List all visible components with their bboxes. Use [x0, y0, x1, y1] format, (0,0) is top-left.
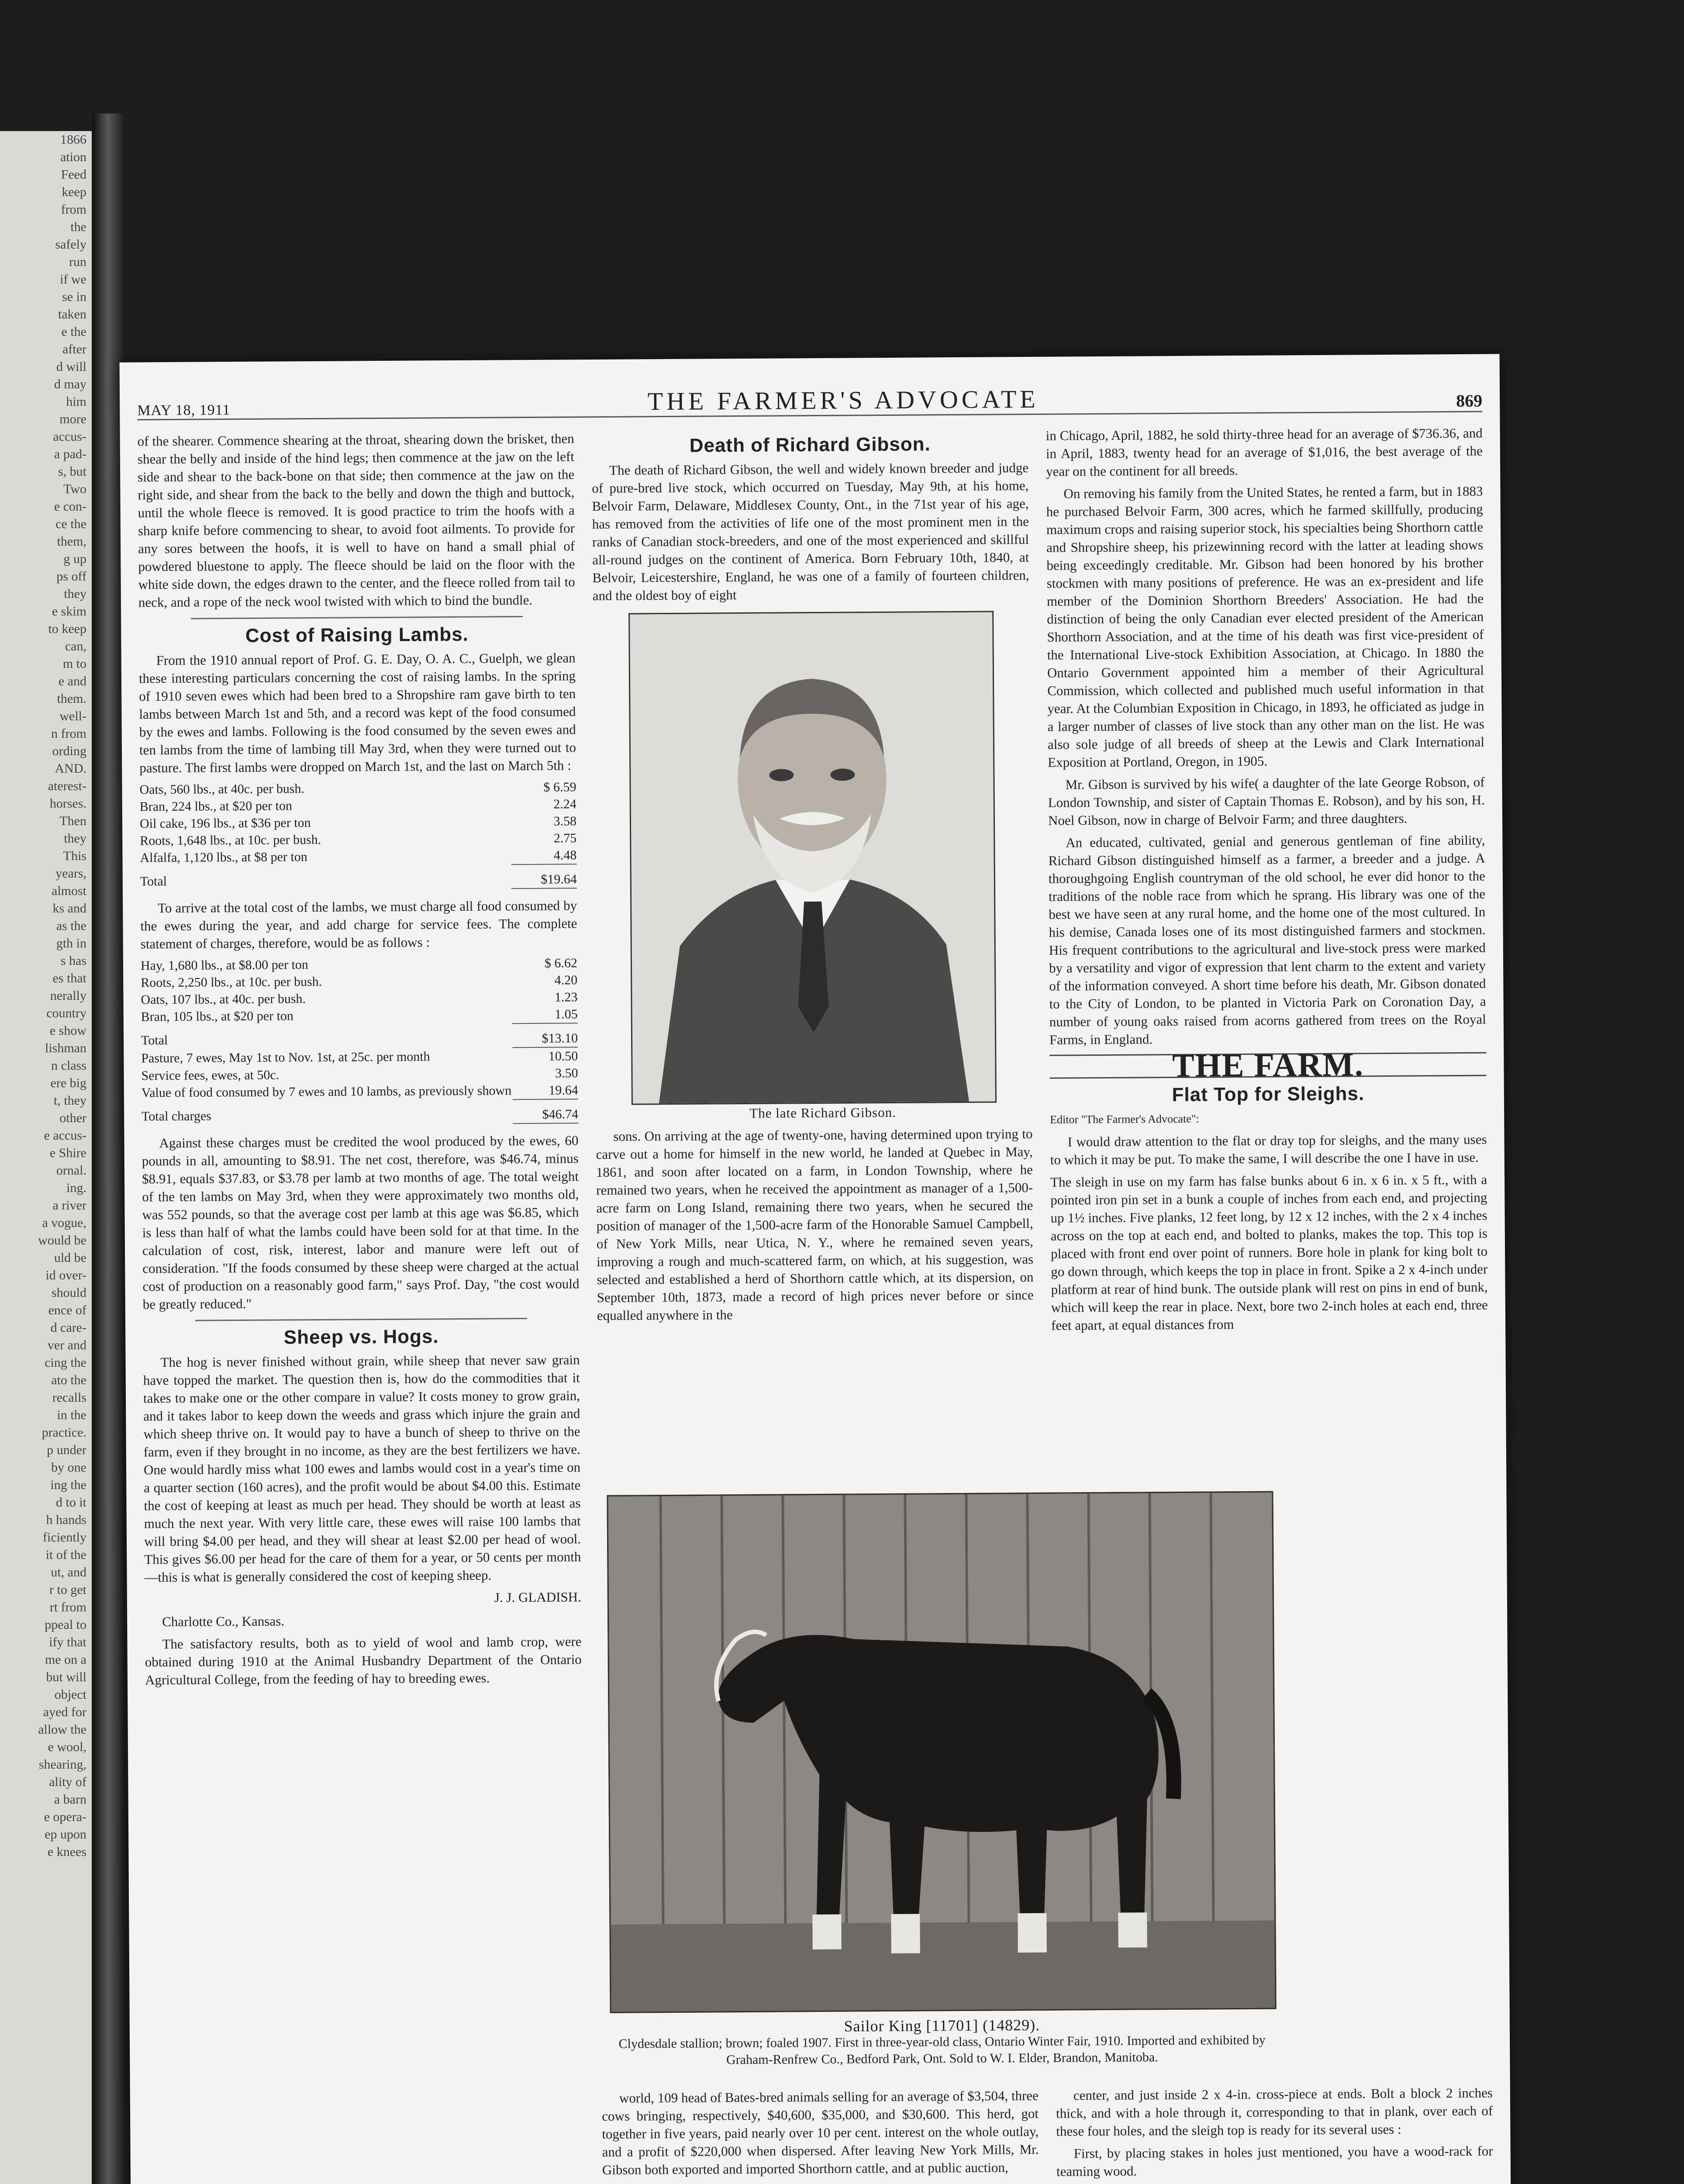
- gibson-paragraph-2: sons. On arriving at the age of twenty-one, having determined upon trying to carve out a home for himself in the new world, he landed at Quebec in May, 1861, and soon after located on a farm, in London Township, where he remained two years, when he received the appointment as manager of a 1,500-acre farm on Long Island, remaining there two years, when he secured the position of manager of the 1,500-acre farm of the Honorable Samuel Campbell, of New York Mills, near Utica, N. Y., where he remained seven years, improving a rough and much-scattered farm, on which, at his suggestion, was selected and established a herd of Shorthorn cattle which, at its dispersion, on September 10th, 1873, made a record of high prices never before or since equalled anywhere in the: [596, 1126, 1034, 1324]
- fragment-line: safely: [55, 237, 86, 252]
- lambs-paragraph-3: Against these charges must be credited the wool produced by the ewes, 60 pounds in all, amounting to $8.91. The net cost, therefore, was $46.74, minus $8.91, equals $37.83, or $3.78 per lamb at two months of age. The total weight of the ten lambs on May 3rd, when they were approximately two months old, was 552 pounds, so that the average cost per lamb at this age was $6.85, which is less than half of what the lambs could have been sold for at that time. In the calculation of cost, risk, interest, labor and manure were left out of consideration. "If the foods consumed by these sheep were charged at the actual cost of production on a reasonably good farm," says Prof. Day, "the cost would be greatly reduced.": [141, 1133, 580, 1312]
- sleigh-paragraph-4: First, by placing stakes in holes just mentioned, you have a wood-rack for teaming wood.: [1056, 2143, 1493, 2179]
- fragment-line: taken: [58, 307, 86, 321]
- fragment-line: by one: [51, 1460, 86, 1475]
- horse-caption: Clydesdale stallion; brown; foaled 1907. First in three-year-old class, Ontario Winter Fair, 1910. Imported and exhibited by Graham-Renfrew Co., Bedford Park, Ont. Sold to W. I. Elder, Brandon, Manitoba.: [618, 2032, 1266, 2067]
- fragment-line: es that: [52, 971, 86, 985]
- cost-amount: 3.58: [553, 814, 577, 829]
- fragment-line: ify that: [49, 1635, 86, 1649]
- fragment-line: ality of: [49, 1775, 86, 1789]
- fragment-line: country: [46, 1006, 86, 1020]
- cost-row: [141, 971, 577, 991]
- cost-amount: 3.50: [555, 1066, 578, 1081]
- cost-item: Pasture, 7 ewes, May 1st to Nov. 1st, at 25c. per month: [141, 1049, 430, 1066]
- column-1: [138, 429, 582, 1693]
- cost-amount: 1.05: [555, 1007, 578, 1022]
- fragment-line: after: [62, 342, 86, 356]
- fragment-line: se in: [62, 290, 86, 304]
- divider: [191, 616, 523, 619]
- cost-item: Service fees, ewes, at 50c.: [141, 1068, 280, 1083]
- cost-item: Bran, 224 lbs., at $20 per ton: [139, 798, 293, 814]
- gibson-paragraph: The death of Richard Gibson, the well and widely known breeder and judge of pure-bred live stock, which occurred on Tuesday, May 9th, at his home, Belvoir Farm, Delaware, Middlesex County, Ont., in the 71st year of his age, has removed from the activities of life one of the most prominent men in the ranks of Canadian stock-breeders, and one of the most experienced and skillful all-round judges on the continent of America. Born February 10th, 1840, at Belvoir, Leicestershire, England, he was one of a family of fourteen children, and the oldest boy of eight: [592, 460, 1029, 604]
- fragment-line: keep: [62, 185, 86, 199]
- fragment-line: e wool,: [48, 1740, 86, 1754]
- fragment-line: e knees: [47, 1845, 86, 1859]
- fragment-line: ks and: [52, 901, 86, 916]
- fragment-line: horses.: [49, 796, 86, 811]
- gibson-paragraph-4: On removing his family from the United States, he rented a farm, but in 1883 he purchased Belvoir Farm, 300 acres, which he farmed skillfully, producing maximum crops and raising superior stock, his specialties being Shorthorn cattle and Shropshire sheep, his prizewinning record with the latter at leading shows being exceedingly creditable. Mr. Gibson had been honored by his brother stockmen with many positions of preference. He was an ex-president and life member of the Dominion Shorthorn Breeders' Association. He had the distinction of being the only Canadian ever elected president of the American Shorthorn Association, and at the time of his death was first vice-president of the International Live-stock Exhibition Association, at Chicago. In 1880 the Ontario Government appointed him a member of their Agricultural Commission, which collected and published much useful information in that year. At the Columbian Exposition in Chicago, in 1893, he officiated as judge in a larger number of classes of live stock than any other man on the list. He was also sole judge of all breeds of sheep at the Lewis and Clark International Exposition at Portland, Oregon, in 1905.: [1046, 483, 1485, 770]
- fragment-line: ing.: [66, 1181, 86, 1195]
- fragment-line: lishman: [45, 1041, 86, 1055]
- cost-item: Bran, 105 lbs., at $20 per ton: [141, 1009, 293, 1024]
- column-2: [592, 427, 1034, 1329]
- fragment-line: g up: [63, 552, 86, 566]
- horse-caption-block: [610, 2015, 1274, 2069]
- cost-item: Oats, 107 lbs., at 40c. per bush.: [141, 992, 306, 1007]
- fragment-line: from: [61, 202, 86, 217]
- portrait-photo: [628, 611, 997, 1105]
- fragment-line: AND.: [55, 761, 86, 776]
- cost-amount: 4.20: [554, 973, 578, 988]
- sleigh-paragraph-3: center, and just inside 2 x 4-in. cross-piece at ends. Bolt a block 2 inches thick, and with a hole through it, corresponding to that in plank, over each of these four holes, and the sleigh top is ready for its several uses :: [1056, 2085, 1493, 2139]
- cost-row: [141, 1082, 578, 1102]
- cost-row: [141, 1006, 578, 1026]
- fragment-line: a pad-: [54, 447, 86, 461]
- masthead-title: THE FARMER'S ADVOCATE: [647, 384, 1039, 416]
- cost-row: [141, 1047, 578, 1067]
- sleigh-byline: Editor "The Farmer's Advocate":: [1050, 1112, 1199, 1126]
- fragment-line: should: [51, 1286, 86, 1300]
- cost-amount: 2.24: [553, 797, 576, 812]
- total-amount: $13.10: [512, 1023, 578, 1047]
- fragment-line: d to it: [55, 1495, 86, 1510]
- fragment-line: e opera-: [44, 1810, 86, 1824]
- cost-row: [140, 847, 576, 867]
- cost-row: [139, 778, 576, 798]
- fragment-line: ficiently: [43, 1530, 86, 1545]
- cost-amount: 19.64: [549, 1083, 578, 1098]
- fragment-line: ornal.: [56, 1163, 86, 1178]
- ewe-cost-table: [141, 954, 578, 1126]
- cost-row: [141, 988, 577, 1008]
- fragment-line: Two: [63, 482, 86, 496]
- fragment-line: e and: [58, 674, 86, 688]
- fragment-line: ato the: [51, 1373, 86, 1387]
- fragment-line: This: [63, 849, 86, 863]
- fragment-line: cing the: [45, 1355, 86, 1370]
- fragment-line: the: [70, 220, 86, 234]
- fragment-line: ver and: [47, 1338, 86, 1352]
- fragment-line: ut, and: [51, 1565, 86, 1579]
- fragment-line: h hands: [46, 1513, 86, 1527]
- column-3-continued: [1056, 2084, 1494, 2184]
- fragment-line: well-: [59, 709, 86, 723]
- fragment-line: n class: [51, 1058, 86, 1073]
- fragment-line: ayed for: [43, 1705, 86, 1719]
- cost-amount: 1.23: [554, 990, 578, 1005]
- fragment-line: ere big: [50, 1076, 86, 1090]
- fragment-line: it of the: [45, 1548, 86, 1562]
- cost-item: Roots, 1,648 lbs., at 10c. per bush.: [140, 832, 321, 848]
- total-label: Total charges: [141, 1109, 212, 1124]
- cost-item: Value of food consumed by 7 ewes and 10 lambs, as previously shown: [141, 1083, 512, 1100]
- cost-item: Alfalfa, 1,120 lbs., at $8 per ton: [140, 850, 307, 865]
- horse-photo: [607, 1491, 1276, 2013]
- fragment-line: to keep: [48, 622, 86, 636]
- lambs-paragraph-2: To arrive at the total cost of the lambs, we must charge all food consumed by the ewes during the year, and add charge for service fees. The complete statement of charges, therefore, would be as follows :: [140, 898, 577, 952]
- total-label: Total: [141, 1033, 168, 1048]
- portrait-caption: The late Richard Gibson.: [749, 1104, 897, 1121]
- fragment-line: they: [64, 831, 86, 846]
- fragment-line: e skim: [52, 604, 86, 619]
- fragment-line: e show: [49, 1023, 86, 1038]
- fragment-line: ence of: [48, 1303, 86, 1317]
- fragment-line: would be: [38, 1233, 86, 1248]
- cost-amount: $ 6.62: [544, 956, 578, 971]
- cost-amount: 2.75: [553, 831, 577, 846]
- divider: [195, 1318, 527, 1321]
- fragment-line: e the: [61, 325, 86, 339]
- sleigh-paragraph-2: The sleigh in use on my farm has false bunks about 6 in. x 6 in. x 5 ft., with a pointed iron pin set in a bunk a couple of inches from each end, and projecting up 1½ inches. Five planks, 12 feet long, by 12 x 12 inches, with the 2 x 4 inches across on the top at each end, and bolted to planks, makes the top. This top is placed with front end over point of runners. Bore hole in plank for king bolt to go down through, which keeps the top in place in front. Spike a 2 x 4-inch under platform at rear of hind bunk. The outside plank will rest on pins in end of bunk, which will keep the rear in place. Next, bore two 2-inch holes at each end, three feet apart, at equal distances from: [1050, 1171, 1488, 1333]
- fragment-line: uld be: [54, 1251, 86, 1265]
- cost-amount: 10.50: [548, 1049, 578, 1064]
- fragment-line: d care-: [50, 1320, 86, 1335]
- portrait-illustration: [630, 612, 995, 1103]
- gibson-paragraph-5: Mr. Gibson is survived by his wife( a daughter of the late George Robson, of London Township, and sister of Captain Thomas E. Robson), and by his son, H. Noel Gibson, now in charge of Belvoir Farm; and three daughters.: [1048, 774, 1485, 828]
- cost-row: [140, 812, 576, 832]
- gibson-continued: in Chicago, April, 1882, he sold thirty-three head for an average of $736.36, and in April, 1883, twenty head for an average of $1,016, the best average of the year on the continent for all breeds.: [1046, 425, 1483, 479]
- fragment-line: almost: [52, 884, 86, 898]
- binding-shadow: [93, 114, 123, 2184]
- fragment-line: a vogue,: [42, 1216, 86, 1230]
- column-2-continued: [602, 2087, 1039, 2183]
- fragment-line: if we: [60, 272, 86, 287]
- total-amount: $19.64: [511, 864, 577, 888]
- cost-row: [141, 1064, 578, 1084]
- fragment-line: a river: [52, 1198, 86, 1213]
- fragment-line: r to get: [49, 1583, 86, 1597]
- fragment-line: other: [59, 1111, 86, 1125]
- cost-item: Oats, 560 lbs., at 40c. per bush.: [139, 781, 305, 797]
- page-header: [137, 372, 1483, 421]
- fragment-line: run: [69, 255, 86, 269]
- cost-row: [140, 829, 576, 849]
- fragment-line: but will: [46, 1670, 86, 1684]
- gibson-paragraph-3: world, 109 head of Bates-bred animals selling for an average of $3,504, three cows bringing, respectively, $40,600, $35,000, and $30,600. This herd, got together in five years, paid nearly over 10 per cent. interest on the whole outlay, and a profit of $220,000 when dispersed. After leaving New York Mills, Mr. Gibson both exported and imported Shorthorn cattle, and at public auction,: [602, 2087, 1039, 2178]
- fragment-line: d may: [54, 377, 86, 391]
- fragment-line: them.: [57, 691, 86, 706]
- lambs-paragraph: From the 1910 annual report of Prof. G. E. Day, O. A. C., Guelph, we glean these interesting particulars concerning the cost of raising lambs. In the spring of 1910 seven ewes which had been bred to a Shropshire ram gave birth to ten lambs between March 1st and 5th, and a record was kept of the food consumed by the ewes and lambs. Following is the food consumed by the seven ewes and ten lambs from the time of lambing till May 3rd, when they were turned out to pasture. The first lambs were dropped on March 1st, and the last on March 5th :: [138, 650, 576, 776]
- fragment-line: as the: [56, 919, 86, 933]
- fragment-line: ce the: [55, 517, 86, 531]
- fragment-line: m to: [62, 657, 86, 671]
- fragment-line: s has: [60, 954, 86, 968]
- issue-date: MAY 18, 1911: [137, 402, 231, 419]
- fragment-line: ps off: [56, 569, 86, 584]
- fragment-line: e Shire: [49, 1146, 86, 1160]
- fragment-line: allow the: [38, 1722, 86, 1737]
- hogs-paragraph: The hog is never finished without grain, while sheep that never saw grain have topped the market. The question then is, how do the commodities that it takes to make one or the other compare in value? It costs money to grow grain, and it takes labor to keep down the weeds and grass which injure the grain and which sheep thrive on. It would pay to have a bunch of sheep to thrive on the farm, even if they brought in no income, as they are the best fertilizers we have. One would hardly miss what 100 ewes and lambs would cost in a year's time on a quarter section (160 acres), and the profit would be about $4.00 this. Estimate the cost of keeping at least as much per head. They should be worth at least as much the next year. With very little care, these ewes will raise 100 lambs that will bring $4.00 per head, and they will shear at least $2.00 per head of wool. This gives $6.00 per head for the care of them for a year, or 50 cents per month—this is what is generally considered the cost of keeping sheep.: [143, 1352, 581, 1585]
- shearing-paragraph: of the shearer. Commence shearing at the throat, shearing down the brisket, then shear the belly and inside of the hind legs; then commence at the jaw on the left side and shear to the back-bone on that side; then commence at the jaw on the right side, and shear from the back to the belly and down the thigh and buttock, until the whole fleece is removed. It is good practice to trim the hoofs with a sharp knife before commencing to shear, to avoid foot ailments. To provide for any sores between the hoofs, it is well to have on hand a small phial of powdered bluestone to apply. The fleece should be laid on the floor with the white side down, the edges drawn to the center, and the fleece rolled from tail to neck, and a rope of the neck wool twisted with which to bind the bundle.: [137, 431, 575, 610]
- fragment-line: accus-: [53, 429, 86, 444]
- fragment-line: in the: [57, 1408, 86, 1422]
- fragment-line: him: [66, 394, 86, 409]
- fragment-line: years,: [55, 866, 86, 881]
- author-signature: J. J. GLADISH.: [494, 1589, 581, 1605]
- cost-row: [140, 795, 576, 815]
- horse-illustration: [608, 1493, 1275, 2012]
- fragment-line: e con-: [54, 499, 86, 514]
- fragment-line: me on a: [45, 1652, 86, 1667]
- fragment-line: ing the: [50, 1478, 86, 1492]
- fragment-line: e accus-: [44, 1128, 86, 1143]
- fragment-line: a barn: [54, 1792, 86, 1807]
- fragment-line: s, but: [58, 464, 86, 479]
- fragment-line: p under: [47, 1443, 86, 1457]
- fragment-line: aterest-: [48, 779, 86, 793]
- fragment-line: t, they: [54, 1093, 86, 1108]
- sleigh-heading: Flat Top for Sleighs.: [1172, 1083, 1365, 1106]
- cost-item: Roots, 2,250 lbs., at 10c. per bush.: [141, 974, 322, 990]
- fragment-line: object: [54, 1687, 86, 1702]
- hogs-heading: Sheep vs. Hogs.: [283, 1326, 439, 1348]
- total-amount: $46.74: [513, 1099, 578, 1123]
- lambs-heading: Cost of Raising Lambs.: [245, 623, 469, 646]
- fragment-line: shearing,: [38, 1757, 86, 1772]
- cost-item: Oil cake, 196 lbs., at $36 per ton: [139, 816, 311, 831]
- sleigh-paragraph-5: [1056, 2182, 1493, 2184]
- cost-row: [141, 954, 577, 974]
- fragment-line: gth in: [56, 936, 86, 950]
- fragment-line: practice.: [41, 1425, 86, 1440]
- gibson-paragraph-6: An educated, cultivated, genial and generous gentleman of fine ability, Richard Gibson distinguished himself as a farmer, a breeder and a judge. A thoroughgoing English countryman of the old school, he ever did honor to the traditions of the noble race from which he sprang. His library was one of the best we have seen at any rural home, and the home one of the most cultured. In his demise, Canada loses one of its most distinguished farmers and stockmen. His frequent contributions to the agricultural and live-stock press were marked by a versatility and vigor of expression that lent charm to the extent and variety of the information conveyed. A short time before his death, Mr. Gibson donated to the City of London, to be planted in Victoria Park on Coronation Day, a number of young oaks raised from acorns gathered from trees on the Royal Farms, in England.: [1048, 832, 1486, 1047]
- sleigh-paragraph: I would draw attention to the flat or dray top for sleighs, and the many uses to which it may be put. To make the same, I will describe the one I have in use.: [1050, 1131, 1487, 1168]
- fragment-line: ep upon: [45, 1827, 86, 1842]
- cost-item: Hay, 1,680 lbs., at $8.00 per ton: [140, 957, 308, 973]
- cost-amount: 4.48: [553, 848, 577, 863]
- fragment-line: d will: [56, 359, 86, 374]
- fragment-line: ording: [52, 744, 86, 758]
- gibson-heading: Death of Richard Gibson.: [689, 433, 931, 456]
- fragment-line: rt from: [49, 1600, 86, 1614]
- fragment-line: recalls: [52, 1390, 86, 1405]
- author-location: Charlotte Co., Kansas.: [162, 1613, 285, 1630]
- page-number: 869: [1456, 390, 1483, 411]
- fragment-line: Then: [59, 814, 86, 828]
- fragment-line: nerally: [50, 988, 86, 1003]
- cost-amount: $ 6.59: [543, 780, 576, 795]
- fragment-line: n from: [51, 726, 86, 741]
- total-label: Total: [140, 874, 167, 889]
- food-cost-table: [139, 778, 577, 891]
- fragment-line: them,: [57, 534, 86, 549]
- adjacent-page-fragment: [0, 131, 92, 2184]
- fragment-line: id over-: [45, 1268, 86, 1282]
- section-title: THE FARM.: [1049, 1052, 1486, 1079]
- column-3: [1046, 424, 1488, 1339]
- fragment-line: ppeal to: [45, 1617, 86, 1632]
- fragment-line: can,: [65, 639, 86, 653]
- newspaper-page: [120, 354, 1512, 2184]
- fragment-line: Feed: [61, 167, 86, 182]
- fragment-line: they: [64, 587, 86, 601]
- fragment-line: 1866: [60, 132, 86, 147]
- fragment-line: more: [59, 412, 86, 426]
- hogs-paragraph-2: The satisfactory results, both as to yield of wool and lamb crop, were obtained during 1910 at the Animal Husbandry Department of the Ontario Agricultural College, from the feeding of hay to breeding ewes.: [145, 1634, 582, 1688]
- fragment-line: ation: [60, 150, 86, 164]
- horse-name: Sailor King [11701] (14829).: [844, 2016, 1040, 2035]
